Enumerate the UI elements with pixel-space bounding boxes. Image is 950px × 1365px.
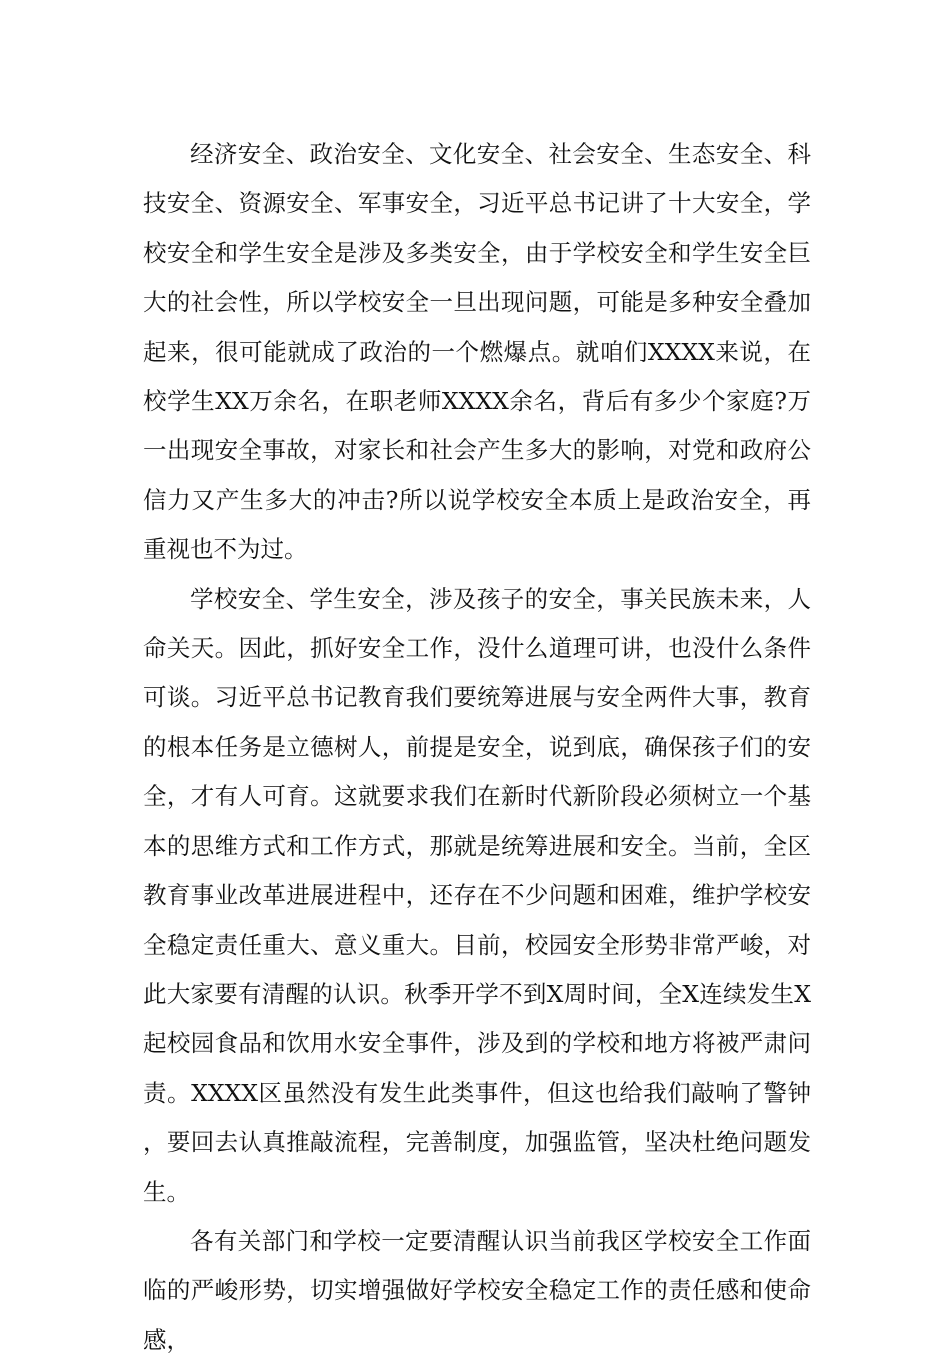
paragraph-3: 各有关部门和学校一定要清醒认识当前我区学校安全工作面临的严峻形势，切实增强做好学校安全稳定工作的责任感和使命感， — [143, 1226, 811, 1354]
paragraph-2: 学校安全、学生安全，涉及孩子的安全，事关民族未来，人命关天。因此，抓好安全工作，没什么道理可讲，也没什么条件可谈。习近平总书记教育我们要统筹进展与安全两件大事，教育的根本任务是立德树人，前提是安全，说到底，确保孩子们的安全，才有人可育。这就要求我们在新时代新阶段必须树立一个基本的思维方式和工作方式，那就是统筹进展和安全。当前，全区教育事业改革进展进程中，还存在不少问题和困难，维护学校安全稳定责任重大、意义重大。目前，校园安全形势非常严峻，对此大家要有清醒的认识。秋季开学不到X周时间，全X连续发生X起校园食品和饮用水安全事件，涉及到的学校和地方将被严肃问责。XXXX区虽然没有发生此类事件，但这也给我们敲响了警钟，要回去认真推敲流程，完善制度，加强监管，坚决杜绝问题发生。 — [143, 584, 811, 1206]
document-body — [143, 130, 811, 1365]
paragraph-1: 经济安全、政治安全、文化安全、社会安全、生态安全、科技安全、资源安全、军事安全，习近平总书记讲了十大安全，学校安全和学生安全是涉及多类安全，由于学校安全和学生安全巨大的社会性，所以学校安全一旦出现问题，可能是多种安全叠加起来，很可能就成了政治的一个燃爆点。就咱们XXXX来说，在校学生XX万余名，在职老师XXXX余名，背后有多少个家庭?万一出现安全事故，对家长和社会产生多大的影响，对党和政府公信力又产生多大的冲击?所以说学校安全本质上是政治安全，再重视也不为过。 — [143, 140, 811, 564]
